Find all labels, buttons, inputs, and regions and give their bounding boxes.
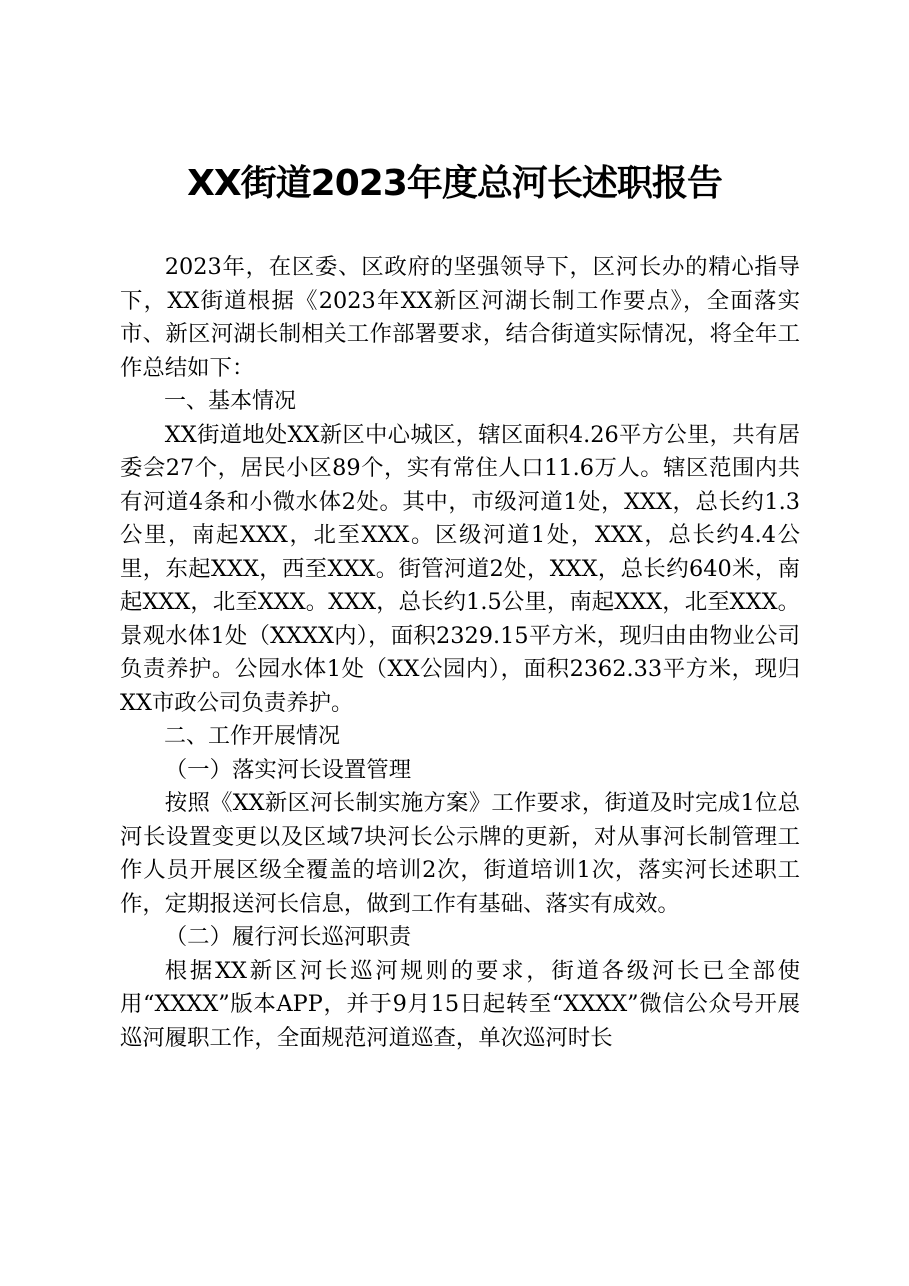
section-heading-work: 二、工作开展情况 bbox=[164, 724, 341, 749]
subsection-heading-setup: （一）落实河长设置管理 bbox=[164, 756, 412, 783]
patrol-paragraph: 根据XX新区河长巡河规则的要求，街道各级河长已全部使用“XXXX”版本APP，并于9月15日起转至“XXXX”微信公众号开展巡河履职工作，全面规范河道巡查，单次巡河时长 bbox=[120, 957, 800, 1051]
setup-paragraph: 按照《XX新区河长制实施方案》工作要求，街道及时完成1位总河长设置变更以及区域7块河长公示牌的更新，对从事河长制管理工作人员开展区级全覆盖的培训2次，街道培训1次，落实河长述职工作，定期报送河长信息，做到工作有基础、落实有成效。 bbox=[120, 790, 800, 917]
intro-paragraph: 2023年，在区委、区政府的坚强领导下，区河长办的精心指导下，XX街道根据《2023年XX新区河湖长制工作要点》，全面落实市、新区河湖长制相关工作部署要求，结合街道实际情况，将全年工作总结如下： bbox=[120, 254, 800, 381]
subsection-heading-patrol: （二）履行河长巡河职责 bbox=[164, 924, 412, 950]
section-heading-basic: 一、基本情况 bbox=[164, 389, 297, 414]
basic-info-paragraph: XX街道地处XX新区中心城区，辖区面积4.26平方公里，共有居委会27个，居民小区89个，实有常住人口11.6万人。辖区范围内共有河道4条和小微水体2处。其中，市级河道1处，XXX，总长约1.3公里，南起XXX，北至XXX。区级河道1处，XXX，总长约4.4公里，东起XXX，西至XXX。街管河道2处，XXX，总长约640米，南起XXX，北至XXX。XXX，总长约1.5公里，南起XXX，北至XXX。景观水体1处（XXXX内），面积2329.15平方米，现归由由物业公司负责养护。公园水体1处（XX公园内），面积2362.33平方米，现归XX市政公司负责养护。 bbox=[120, 421, 800, 716]
document-title: XX街道2023年度总河长述职报告 bbox=[187, 163, 722, 204]
document-body bbox=[120, 251, 800, 1055]
